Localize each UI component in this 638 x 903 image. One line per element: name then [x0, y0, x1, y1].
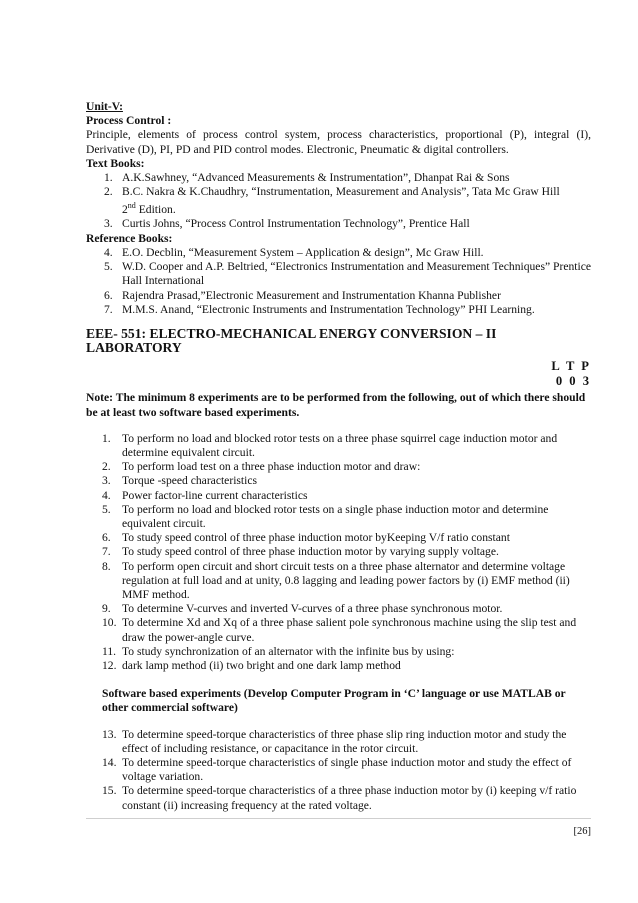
- page-content: [86, 100, 591, 813]
- list-item: 3. Curtis Johns, “Process Control Instrumentation Technology”, Prentice Hall: [104, 217, 470, 231]
- ltp-header: L T P: [551, 359, 591, 374]
- experiments-list: [102, 432, 591, 673]
- list-item: 9. To determine V-curves and inverted V-curves of a three phase synchronous motor.: [102, 602, 503, 616]
- list-item: 5. To perform no load and blocked rotor tests on a single phase induction motor and determine equivalent circuit.: [102, 502, 549, 530]
- list-item: 1. A.K.Sawhney, “Advanced Measurements & Instrumentation”, Dhanpat Rai & Sons: [104, 171, 510, 185]
- text-books-heading: Text Books:: [86, 156, 145, 170]
- lab-note: Note: The minimum 8 experiments are to be performed from the following, out of which there should be at least two software based experiments.: [86, 391, 586, 419]
- list-item: 7. To study speed control of three phase induction motor by varying supply voltage.: [102, 545, 499, 559]
- process-control-heading: Process Control :: [86, 114, 172, 128]
- list-item: 4. E.O. Decblin, “Measurement System – Application & design”, Mc Graw Hill.: [104, 245, 484, 259]
- list-item: 6. To study speed control of three phase induction motor byKeeping V/f ratio constant: [102, 531, 510, 545]
- unit-body: Principle, elements of process control system, process characteristics, proportional (P), integral (I), Derivative (D), PI, PD and PID control modes. Electronic, Pneumatic & digital controllers.: [86, 128, 591, 156]
- unit-title: Unit-V:: [86, 100, 123, 113]
- software-heading: Software based experiments (Develop Computer Program in ‘C’ language or use MATLAB or other commercial software): [102, 687, 566, 715]
- list-item: 8. To perform open circuit and short circuit tests on a three phase alternator and determine voltage regulation at full load and at unity, 0.8 lagging and leading power factors by (i) EMF method (ii) MMF method.: [102, 559, 570, 601]
- list-item: 11. To study synchronization of an alternator with the infinite bus by using:: [102, 644, 455, 658]
- software-experiments-list: [102, 728, 591, 813]
- list-item: 14. To determine speed-torque characteristics of single phase induction motor and study the effect of voltage variation.: [102, 755, 572, 784]
- list-item: 7. M.M.S. Anand, “Electronic Instruments and Instrumentation Technology” PHI Learning.: [104, 302, 535, 316]
- list-item: 2. To perform load test on a three phase induction motor and draw:: [102, 460, 421, 474]
- list-item: 15. To determine speed-torque characteristics of a three phase induction motor by (i) keeping v/f ratio constant (ii) increasing frequency at the rated voltage.: [102, 784, 577, 812]
- list-item: 12. dark lamp method (ii) two bright and one dark lamp method: [102, 658, 401, 672]
- lab-title: EEE- 551: ELECTRO-MECHANICAL ENERGY CONVERSION – II LABORATORY: [86, 325, 497, 356]
- list-item: 13. To determine speed-torque characteristics of three phase slip ring induction motor and study the effect of including resistance, or capacitance in the rotor circuit.: [102, 727, 567, 755]
- ltp-values: 0 0 3: [555, 374, 591, 389]
- list-item: 6. Rajendra Prasad,”Electronic Measurement and Instrumentation Khanna Publisher: [104, 288, 501, 302]
- list-item: 3. Torque -speed characteristics: [102, 474, 258, 488]
- list-item: 4. Power factor-line current characteristics: [102, 488, 308, 502]
- list-item: 1. To perform no load and blocked rotor tests on a three phase squirrel cage induction motor and determine equivalent circuit.: [102, 431, 558, 459]
- reference-books-list: [104, 246, 591, 317]
- reference-books-heading: Reference Books:: [86, 231, 173, 245]
- list-item: 10. To determine Xd and Xq of a three phase salient pole synchronous machine using the slip test and draw the power-angle curve.: [102, 616, 577, 644]
- list-item: 5. W.D. Cooper and A.P. Beltried, “Electronics Instrumentation and Measurement Techniques” Prentice Hall International: [104, 260, 591, 288]
- text-books-list: [104, 171, 591, 232]
- list-item: 2. B.C. Nakra & K.Chaudhry, “Instrumentation, Measurement and Analysis”, Tata Mc Graw Hill 2nd Edition.: [104, 185, 560, 217]
- page-number: [26]: [573, 826, 591, 837]
- footer-divider: [86, 818, 591, 819]
